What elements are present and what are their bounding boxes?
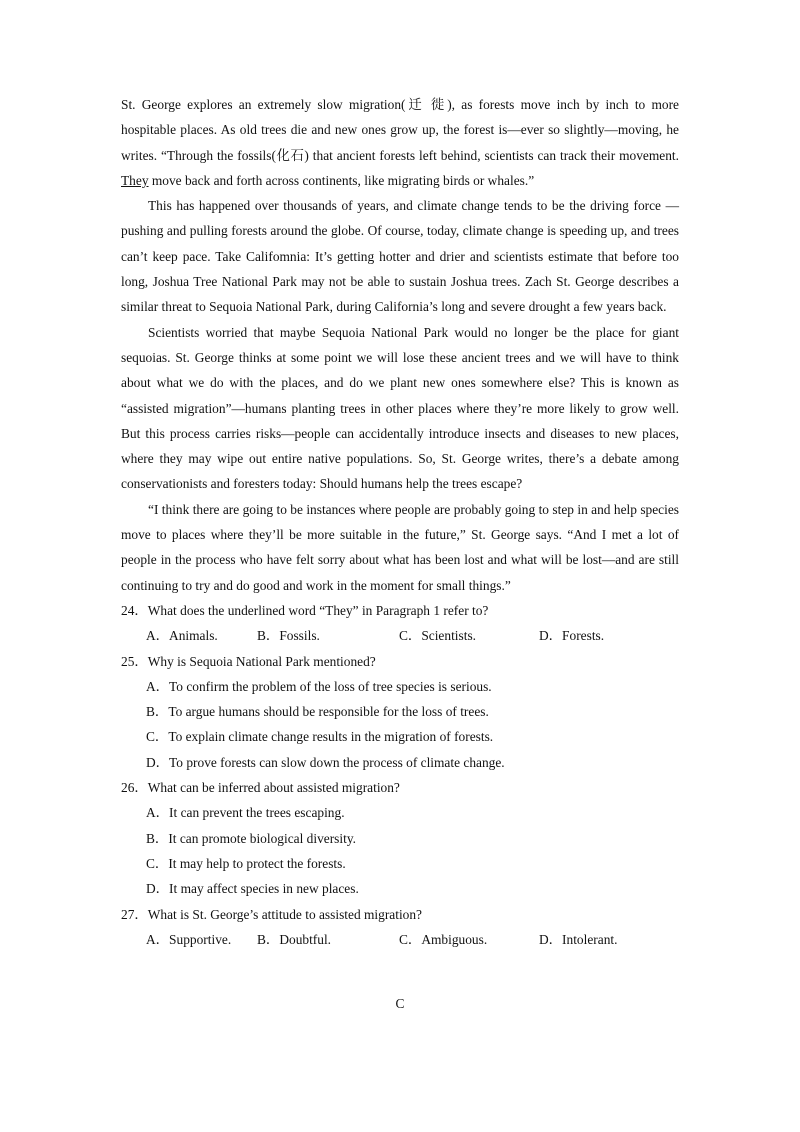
option-25-c: C．To explain climate change results in the migration of forests. (146, 729, 494, 745)
question-27-stem: 27．What is St. George’s attitude to assisted migration? (121, 906, 422, 922)
option-26-b: B．It can promote biological diversity. (146, 830, 356, 846)
option-27-d: D．Intolerant. (539, 931, 618, 947)
passage-paragraph-3: Scientists worried that maybe Sequoia National Park would no longer be the place for giant sequoias. St. George thinks at some point we will lose these ancient trees and we will have to think about what we do with the places, and do we plant new ones somewhere else? This is known as “assisted migration”—humans planting trees in other places where they’re more likely to grow well. But this process carries risks—people can accidentally introduce insects and diseases to new places, where they may wipe out entire native populations. So, St. George writes, there’s a debate among conservationists and foresters today: Should humans help the trees escape? (121, 324, 679, 492)
question-26-stem: 26．What can be inferred about assisted migration? (121, 780, 400, 796)
question-25-stem: 25．Why is Sequoia National Park mentioned? (121, 653, 376, 669)
question-27-options (121, 927, 679, 952)
option-26-a: A．It can prevent the trees escaping. (146, 805, 345, 821)
paragraph-1-text-a: St. George explores an extremely slow migration(迁 徙), as forests move inch by inch to more hospitable places. As old trees die and new ones grow up, the forest is—ever so slightly—moving, he writes. “Through the fossils(化石) that ancient forests left behind, scientists can track their movement. (121, 97, 679, 163)
option-24-c: C．Scientists. (399, 628, 477, 644)
option-25-d: D．To prove forests can slow down the process of climate change. (146, 754, 505, 770)
option-25-b: B．To argue humans should be responsible for the loss of trees. (146, 704, 489, 720)
question-24 (121, 598, 679, 649)
passage-paragraph-1 (121, 92, 679, 193)
paragraph-1-text-b: move back and forth across continents, like migrating birds or whales.” (148, 172, 535, 188)
option-27-a: A．Supportive. (146, 931, 232, 947)
passage-paragraph-4: “I think there are going to be instances where people are probably going to step in and help species move to places where they’ll be more suitable in the future,” St. George says. “And I met a lot of people in the process who have felt sorry about what has been lost and what will be lost—and are still continuing to try and do good and work in the moment for small things.” (121, 501, 679, 593)
exam-page (121, 92, 679, 952)
option-26-c: C．It may help to protect the forests. (146, 855, 346, 871)
option-27-b: B．Doubtful. (257, 931, 332, 947)
question-27 (121, 902, 679, 953)
question-25 (121, 649, 679, 775)
option-24-b: B．Fossils. (257, 628, 320, 644)
section-heading-c: C (395, 996, 405, 1011)
question-26 (121, 775, 679, 901)
option-26-d: D．It may affect species in new places. (146, 881, 359, 897)
option-25-a: A．To confirm the problem of the loss of tree species is serious. (146, 678, 492, 694)
option-24-d: D．Forests. (539, 628, 605, 644)
option-24-a: A．Animals. (146, 628, 218, 644)
option-27-c: C．Ambiguous. (399, 931, 488, 947)
question-24-stem: 24．What does the underlined word “They” in Paragraph 1 refer to? (121, 602, 489, 618)
passage-paragraph-2: This has happened over thousands of years, and climate change tends to be the driving force —pushing and pulling forests around the globe. Of course, today, climate change is speeding up, and trees can’t keep pace. Take Califomnia: It’s getting hotter and drier and scientists estimate that before too long, Joshua Tree National Park may not be able to sustain Joshua trees. Zach St. George describes a similar threat to Sequoia National Park, during California’s long and severe drought a few years back. (121, 198, 679, 315)
question-24-options (121, 623, 679, 648)
underlined-word-they: They (121, 172, 149, 188)
